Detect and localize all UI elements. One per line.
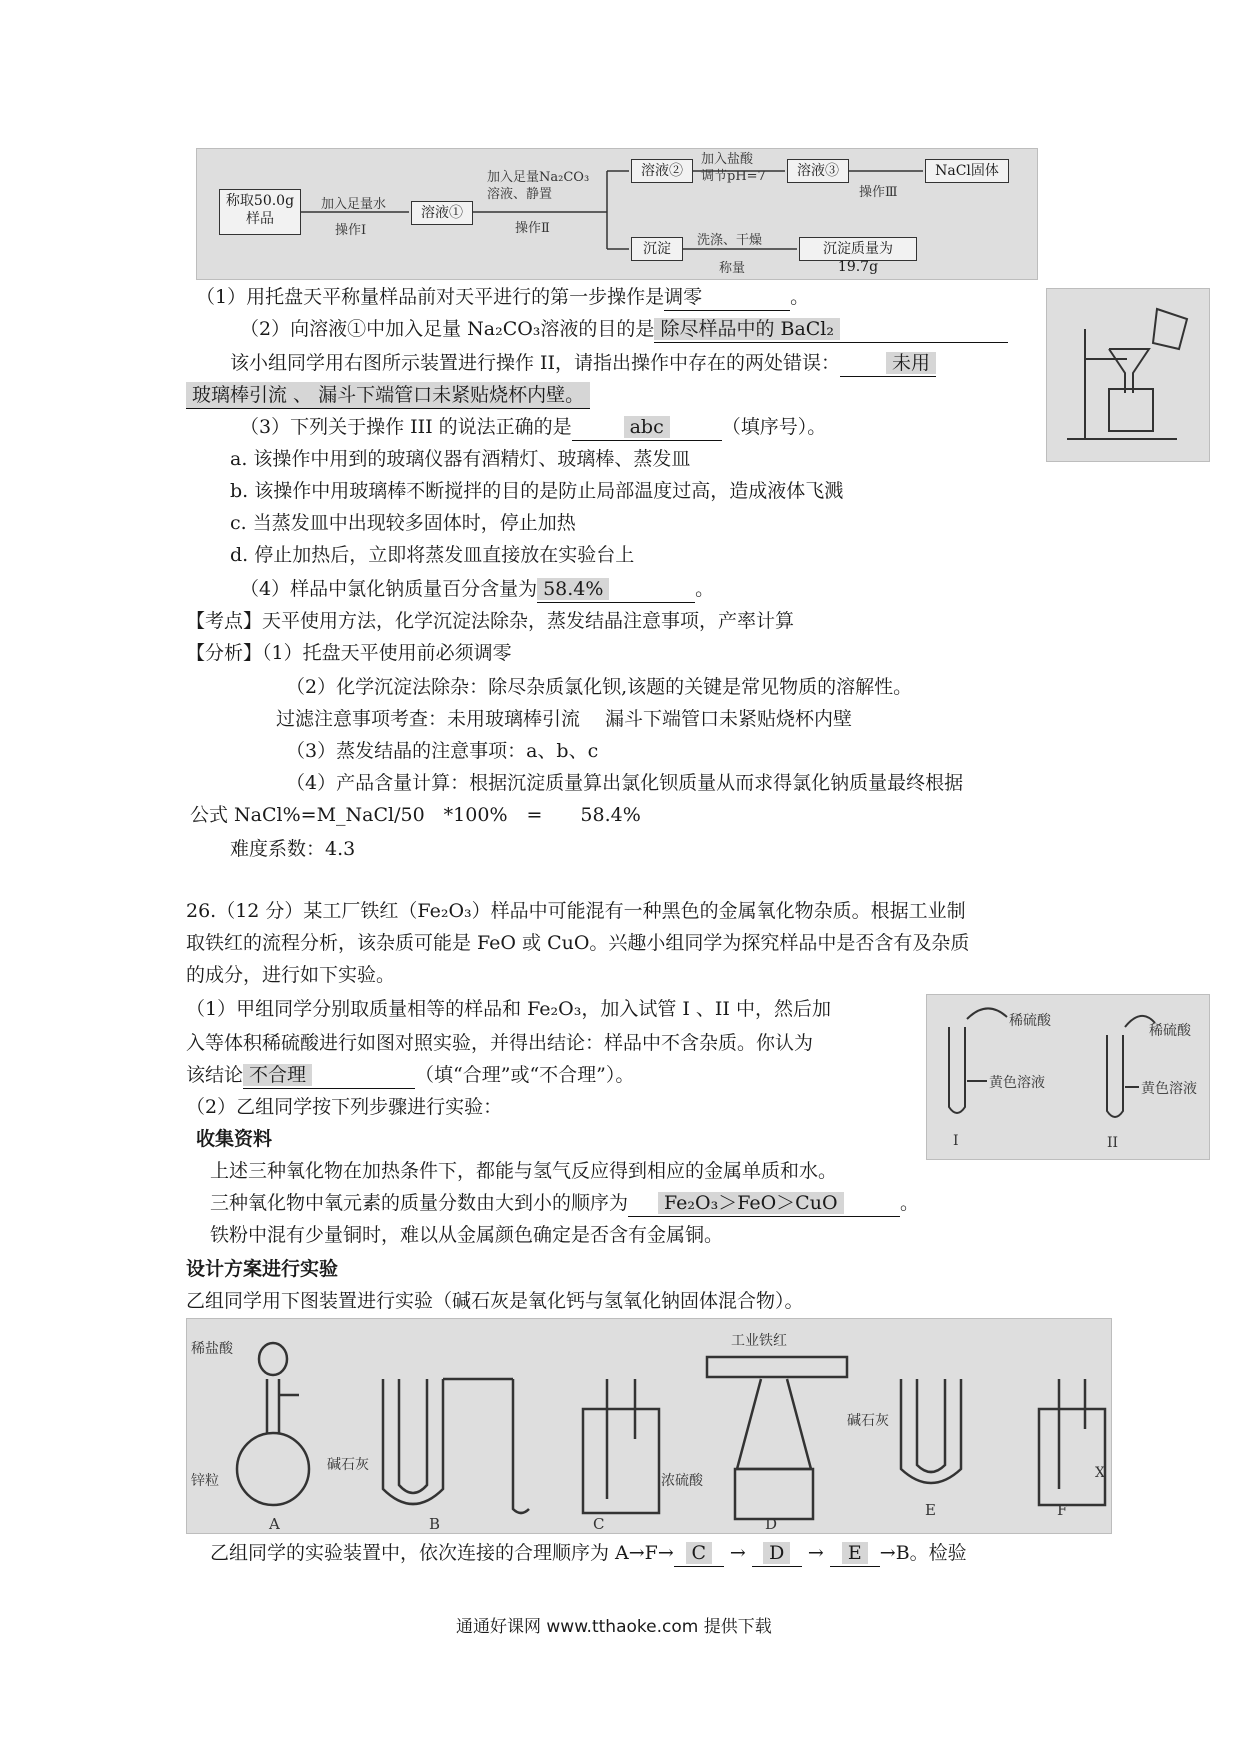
q4-text: （4）样品中氯化钠质量百分含量为 bbox=[240, 578, 538, 600]
flowchart-image bbox=[196, 148, 1038, 280]
label-hcl: 稀盐酸 bbox=[191, 1341, 233, 1357]
label-x: X bbox=[1095, 1465, 1105, 1481]
q26-1-line1: （1）甲组同学分别取质量相等的样品和 Fe₂O₃，加入试管 I 、II 中，然后加 bbox=[186, 998, 831, 1020]
tube1-acid-label: 稀硫酸 bbox=[1009, 1013, 1051, 1029]
answer-d: D bbox=[752, 1540, 802, 1567]
fenxi-2: （2）化学沉淀法除杂：除尽杂质氯化钡,该题的关键是常见物质的溶解性。 bbox=[286, 676, 913, 698]
flow-precipitate: 沉淀 bbox=[631, 237, 683, 261]
kaodian: 【考点】天平使用方法，化学沉淀法除杂，蒸发结晶注意事项，产率计算 bbox=[186, 610, 795, 632]
option-b: b. 该操作中用玻璃棒不断搅拌的目的是防止局部温度过高，造成液体飞溅 bbox=[230, 480, 844, 502]
test-tubes-icon bbox=[927, 995, 1209, 1159]
difficulty: 难度系数：4.3 bbox=[230, 838, 356, 860]
collect-2: 三种氧化物中氧元素的质量分数由大到小的顺序为 Fe₂O₃＞FeO＞CuO 。 bbox=[210, 1190, 919, 1217]
flow-solution1: 溶液① bbox=[411, 201, 473, 225]
q2-text: （2）向溶液①中加入足量 Na₂CO₃溶液的目的是 bbox=[240, 318, 655, 340]
flow-precip-mass: 沉淀质量为19.7g bbox=[799, 237, 917, 261]
q4-line: （4）样品中氯化钠质量百分含量为 58.4% 。 bbox=[240, 576, 714, 603]
flow-step2-top: 加入足量Na₂CO₃ 溶液、静置 bbox=[487, 170, 590, 202]
q1-answer: 调零 bbox=[664, 284, 790, 311]
label-A: A bbox=[269, 1515, 280, 1533]
tube2-acid-label: 稀硫酸 bbox=[1149, 1023, 1191, 1039]
q1-line: （1）用托盘天平称量样品前对天平进行的第一步操作是调零 。 bbox=[196, 284, 809, 311]
flow-arrows bbox=[197, 149, 1037, 279]
q3-line: （3）下列关于操作 III 的说法正确的是 abc （填序号）。 bbox=[240, 414, 826, 441]
fenxi-4: （3）蒸发结晶的注意事项：a、b、c bbox=[286, 740, 599, 762]
collect-1: 上述三种氧化物在加热条件下，都能与氢气反应得到相应的金属单质和水。 bbox=[210, 1160, 838, 1182]
q2b-answer-a: 未用 bbox=[840, 350, 936, 377]
label-soda-lime-e: 碱石灰 bbox=[847, 1413, 889, 1429]
flow-solution2: 溶液② bbox=[631, 159, 693, 183]
flow-step3-top: 加入盐酸 调节pH=7 bbox=[701, 152, 766, 184]
q26-1c-answer: 不合理 bbox=[243, 1062, 415, 1089]
label-iron-red: 工业铁红 bbox=[731, 1333, 787, 1349]
final-prefix: 乙组同学的实验装置中，依次连接的合理顺序为 A→F→ bbox=[210, 1542, 674, 1564]
flow-step2-bottom: 操作Ⅱ bbox=[515, 221, 550, 236]
collect-title: 收集资料 bbox=[196, 1128, 273, 1150]
final-line: 乙组同学的实验装置中，依次连接的合理顺序为 A→F→ C → D → E →B。检验 bbox=[210, 1540, 967, 1567]
q26-line1: 26.（12 分）某工厂铁红（Fe₂O₃）样品中可能混有一种黑色的金属氧化物杂质。根据工业制 bbox=[186, 900, 966, 922]
q26-1-line2: 入等体积稀硫酸进行如图对照实验，并得出结论：样品中不含杂质。你认为 bbox=[186, 1032, 814, 1054]
q26-1c-text: 该结论 bbox=[186, 1064, 244, 1086]
q2b-answer-b: 玻璃棒引流 、 漏斗下端管口未紧贴烧杯内壁。 bbox=[186, 382, 590, 409]
collect-3: 铁粉中混有少量铜时，难以从金属颜色确定是否含有金属铜。 bbox=[210, 1224, 724, 1246]
q4-answer: 58.4% bbox=[537, 576, 695, 603]
flow-step4-bottom: 操作Ⅲ bbox=[859, 185, 898, 200]
flow-solution3: 溶液③ bbox=[787, 159, 849, 183]
label-C: C bbox=[593, 1515, 605, 1533]
q26-1-line3: 该结论 不合理 （填“合理”或“不合理”）。 bbox=[186, 1062, 634, 1089]
apparatus-icon bbox=[187, 1319, 1111, 1533]
q3-text: （3）下列关于操作 III 的说法正确的是 bbox=[240, 416, 572, 438]
label-h2so4: 浓硫酸 bbox=[661, 1473, 703, 1489]
q2-answer: 除尽样品中的 BaCl₂ bbox=[654, 316, 1008, 343]
label-B: B bbox=[429, 1515, 441, 1533]
q2b-line bbox=[230, 350, 936, 377]
q1-text: （1）用托盘天平称量样品前对天平进行的第一步操作是 bbox=[196, 286, 665, 308]
design-text: 乙组同学用下图装置进行实验（碱石灰是氧化钙与氢氧化钠固体混合物）。 bbox=[186, 1290, 804, 1312]
test-tubes-image bbox=[926, 994, 1210, 1160]
label-soda-lime-b: 碱石灰 bbox=[327, 1457, 369, 1473]
collect-2-text: 三种氧化物中氧元素的质量分数由大到小的顺序为 bbox=[210, 1192, 629, 1214]
q26-line2: 取铁红的流程分析，该杂质可能是 FeO 或 CuO。兴趣小组同学为探究样品中是否含有及杂质 bbox=[186, 932, 970, 954]
flow-wash-top: 洗涤、干燥 bbox=[697, 233, 763, 248]
flow-step1-bottom: 操作Ⅰ bbox=[335, 223, 367, 238]
q3-answer: abc bbox=[572, 414, 722, 441]
apparatus-image bbox=[186, 1318, 1112, 1534]
option-a: a. 该操作中用到的玻璃仪器有酒精灯、玻璃棒、蒸发皿 bbox=[230, 448, 691, 470]
q2b-line2 bbox=[186, 382, 590, 409]
label-D: D bbox=[765, 1515, 778, 1533]
flow-step1-top: 加入足量水 bbox=[321, 197, 387, 212]
fenxi-5: （4）产品含量计算：根据沉淀质量算出氯化钡质量从而求得氯化钠质量最终根据 bbox=[286, 772, 964, 794]
tube2-label: II bbox=[1107, 1135, 1119, 1151]
option-d: d. 停止加热后，立即将蒸发皿直接放在实验台上 bbox=[230, 544, 635, 566]
answer-c: C bbox=[674, 1540, 724, 1567]
flow-start: 称取50.0g 样品 bbox=[219, 189, 301, 235]
label-F: F bbox=[1057, 1501, 1068, 1519]
option-c: c. 当蒸发皿中出现较多固体时，停止加热 bbox=[230, 512, 576, 534]
q2b-text: 该小组同学用右图所示装置进行操作 II，请指出操作中存在的两处错误： bbox=[230, 352, 841, 374]
tube2-solution-label: 黄色溶液 bbox=[1141, 1081, 1197, 1097]
footer: 通通好课网 www.tthaoke.com 提供下载 bbox=[456, 1617, 772, 1637]
tube1-solution-label: 黄色溶液 bbox=[989, 1075, 1045, 1091]
flow-product: NaCl固体 bbox=[925, 159, 1009, 183]
fenxi-6: 公式 NaCl%=M_NaCl/50 *100% = 58.4% bbox=[190, 804, 641, 826]
answer-e: E bbox=[830, 1540, 880, 1567]
order-answer: Fe₂O₃＞FeO＞CuO bbox=[628, 1190, 900, 1217]
filtration-apparatus-image bbox=[1046, 288, 1210, 462]
label-zn: 锌粒 bbox=[191, 1473, 219, 1489]
tube1-label: I bbox=[953, 1133, 959, 1149]
q2-line bbox=[240, 316, 1008, 343]
q26-2: （2）乙组同学按下列步骤进行实验： bbox=[186, 1096, 503, 1118]
filtration-icon bbox=[1047, 289, 1209, 461]
label-E: E bbox=[925, 1501, 936, 1519]
design-title: 设计方案进行实验 bbox=[186, 1258, 339, 1280]
flow-wash-bottom: 称量 bbox=[719, 261, 746, 276]
q26-line3: 的成分，进行如下实验。 bbox=[186, 964, 396, 986]
fenxi-3: 过滤注意事项考查：未用玻璃棒引流 漏斗下端管口未紧贴烧杯内壁 bbox=[276, 708, 853, 730]
fenxi-1: 【分析】（1）托盘天平使用前必须调零 bbox=[186, 642, 512, 664]
